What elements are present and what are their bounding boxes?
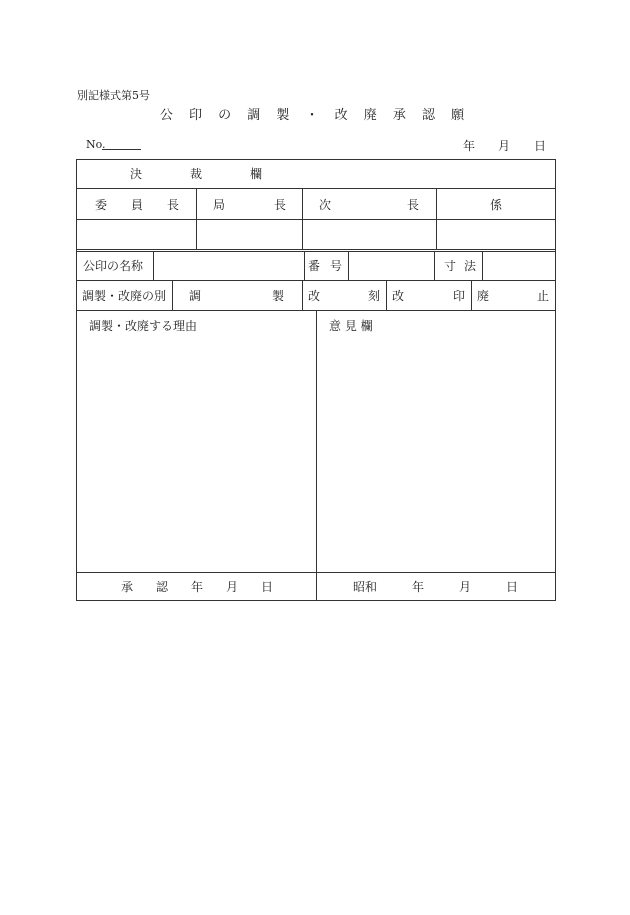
row-divider bbox=[77, 188, 555, 189]
opinion-label: 意 見 欄 bbox=[329, 319, 373, 333]
document-title: 公 印 の 調 製 ・ 改 廃 承 認 願 bbox=[159, 108, 471, 123]
action-type-label: 調製・改廃の別 bbox=[82, 289, 167, 303]
reason-label: 調製・改廃する理由 bbox=[89, 319, 198, 333]
column-divider bbox=[482, 251, 483, 280]
column-divider bbox=[196, 188, 197, 249]
application-form-table bbox=[76, 159, 556, 601]
date-month-label: 月 bbox=[498, 139, 511, 153]
approval-heading: 決 裁 欄 bbox=[130, 167, 262, 181]
role-chair: 委 員 長 bbox=[95, 198, 179, 212]
role-deputy: 次 長 bbox=[319, 198, 419, 212]
column-divider bbox=[302, 280, 303, 310]
form-number: 別記様式第5号 bbox=[77, 89, 150, 102]
row-divider bbox=[77, 280, 555, 281]
column-divider bbox=[386, 280, 387, 310]
column-divider bbox=[471, 280, 472, 310]
row-divider bbox=[77, 249, 555, 250]
number-field-line bbox=[102, 149, 141, 150]
action-make: 調 製 bbox=[189, 289, 284, 303]
role-bureau-chief: 局 長 bbox=[213, 198, 286, 212]
seal-number-label: 番 号 bbox=[308, 259, 342, 273]
column-divider bbox=[153, 251, 154, 280]
seal-name-label: 公印の名称 bbox=[83, 259, 144, 273]
action-abolish: 廃 止 bbox=[477, 289, 549, 303]
action-recarve: 改 刻 bbox=[308, 289, 380, 303]
row-divider bbox=[77, 251, 555, 252]
seal-size-label: 寸 法 bbox=[444, 259, 476, 273]
row-divider bbox=[77, 219, 555, 220]
era-date-row: 昭和 年 月 日 bbox=[353, 580, 518, 594]
column-divider bbox=[434, 251, 435, 280]
column-divider bbox=[316, 310, 317, 600]
approval-date-row: 承 認 年 月 日 bbox=[121, 580, 273, 594]
date-day-label: 日 bbox=[534, 139, 547, 153]
date-year-label: 年 bbox=[463, 139, 476, 153]
column-divider bbox=[172, 280, 173, 310]
column-divider bbox=[302, 188, 303, 249]
action-reprint: 改 印 bbox=[392, 289, 465, 303]
column-divider bbox=[436, 188, 437, 249]
column-divider bbox=[304, 251, 305, 280]
column-divider bbox=[348, 251, 349, 280]
role-staff: 係 bbox=[490, 198, 503, 212]
number-label: No. bbox=[86, 138, 106, 151]
